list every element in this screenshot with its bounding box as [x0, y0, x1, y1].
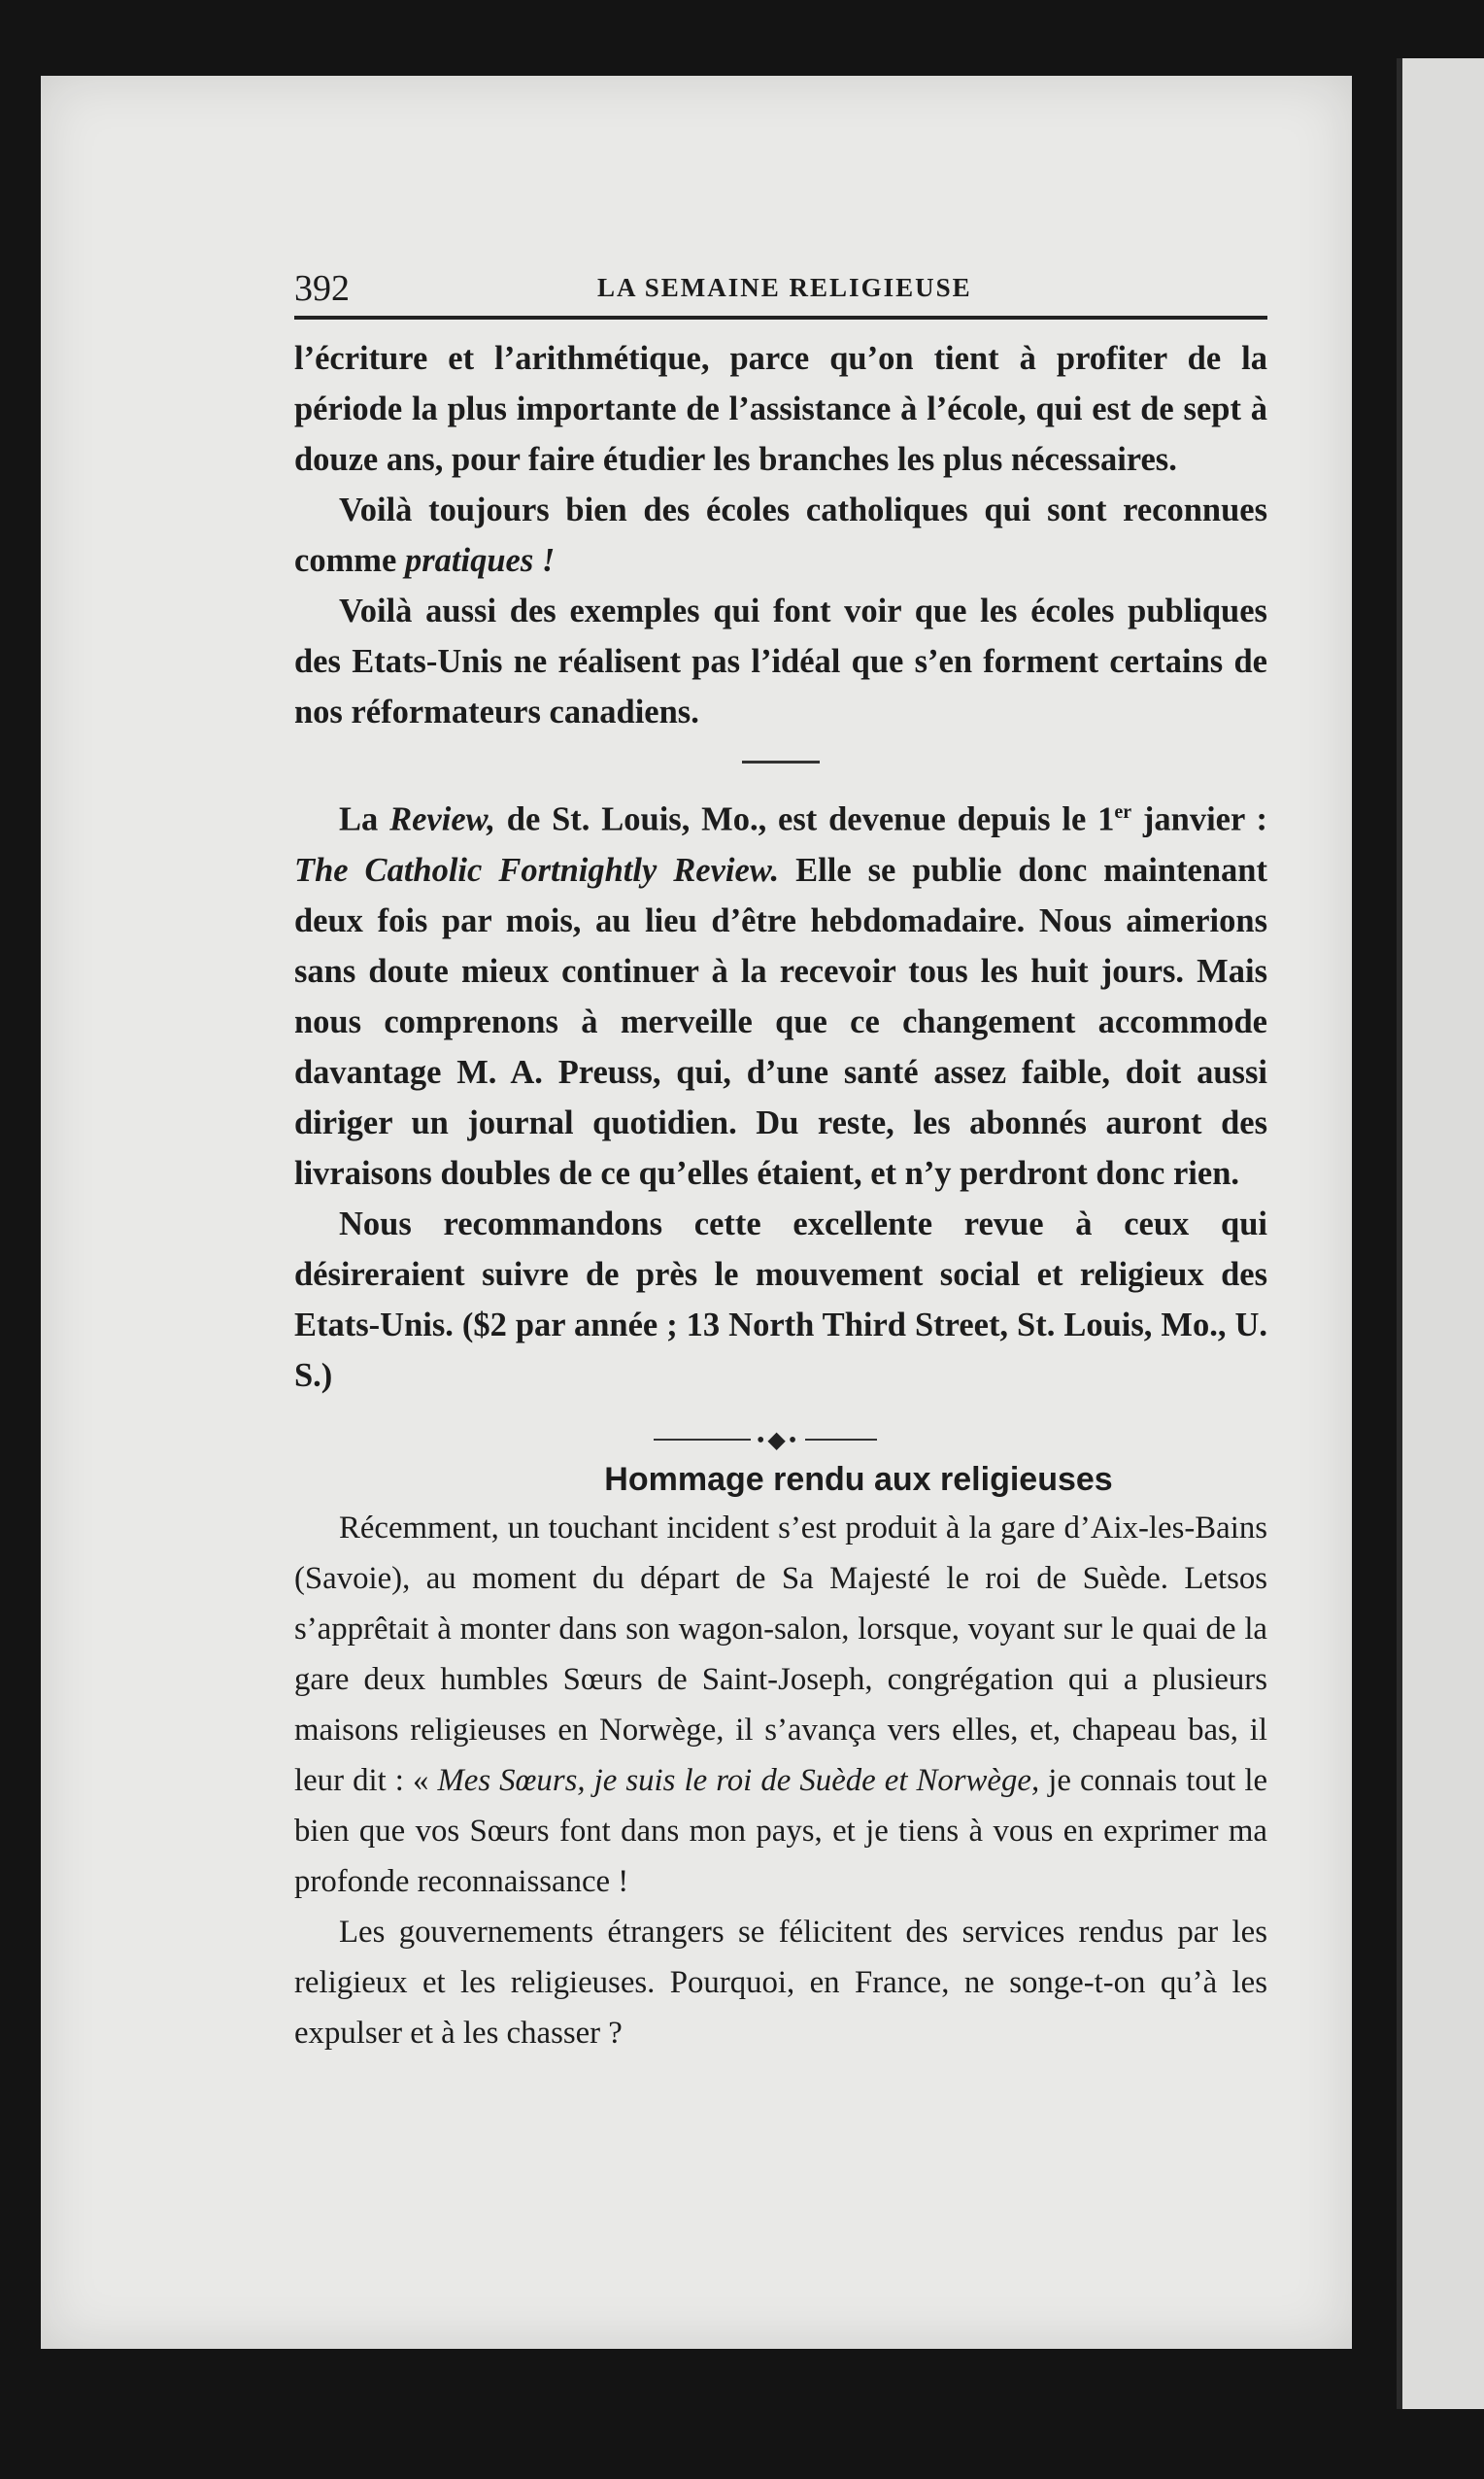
ornament-icon: •◆• [751, 1426, 805, 1454]
italic-title: The Catholic Fortnightly Review. [294, 851, 780, 889]
paragraph: l’écriture et l’arithmétique, parce qu’on tient à profiter de la période la plus importante de l’assistance à l’école, qui est de sept à douze ans, pour faire étudier les branches les plus nécessaires. [294, 340, 1267, 478]
adjacent-page-edge [1397, 58, 1484, 2409]
ornament-divider [654, 1426, 877, 1455]
running-title: LA SEMAINE RELIGIEUSE [597, 273, 972, 302]
italic-text: pratiques ! [404, 542, 556, 579]
paragraph: Récemment, un touchant incident s’est produit à la gare d’Aix-les-Bains (Savoie), au moment du départ de Sa Majesté le roi de Suède. Letsos s’apprêtait à monter dans son wagon-salon, lorsque, voyant sur le quai de la gare deux humbles Sœurs de Saint-Joseph, congrégation qui a plusieurs maisons religieuses en Norwège, il s’avança vers elles, et, chapeau bas, il leur dit : « Mes Sœurs, je suis le roi de Suède et Norwège, je connais tout le bien que vos Sœurs font dans mon pays, et je tiens à vous en exprimer ma profonde reconnaissance ! [294, 1510, 1268, 1899]
superscript: er [1114, 801, 1132, 823]
paragraph: Les gouvernements étrangers se félicitent des services rendus par les religieux et les religieuses. Pourquoi, en France, ne songe-t-on qu’à les expulser et à les chasser ? [294, 1914, 1267, 2051]
paragraph: La Review, de St. Louis, Mo., est devenue depuis le 1er janvier : The Catholic Fortnightly Review. Elle se publie donc maintenant deux fois par mois, au lieu d’être hebdomadaire. Nous aimerions sans doute mieux continuer à la recevoir tous les huit jours. Mais nous comprenons à merveille que ce changement accommode davantage M. A. Preuss, qui, d’une santé assez faible, doit aussi diriger un journal quotidien. Du reste, les abonnés auront des livraisons doubles de ce qu’elles étaient, et n’y perdront donc rien. [294, 800, 1267, 1192]
paragraph: Nous recommandons cette excellente revue à ceux qui désireraient suivre de près le mouvement social et religieux des Etats-Unis. ($2 par année ; 13 North Third Street, St. Louis, Mo., U. S.) [294, 1205, 1267, 1394]
section-review [294, 787, 1267, 1401]
italic-quote: Mes Sœurs, je suis le roi de Suède et Norwège, [437, 1762, 1040, 1798]
section-divider [742, 761, 820, 764]
paragraph: Voilà aussi des exemples qui font voir que les écoles publiques des Etats-Unis ne réalisent pas l’idéal que s’en forment certains de nos réformateurs canadiens. [294, 593, 1267, 730]
section-schools [294, 333, 1267, 737]
section-homage [294, 1503, 1267, 2058]
section-title: Hommage rendu aux religieuses [604, 1460, 1113, 1498]
paragraph: Voilà toujours bien des écoles catholiques qui sont reconnues comme pratiques ! [294, 492, 1267, 579]
page-text [294, 267, 1267, 2058]
page-header [294, 267, 1267, 320]
italic-text: Review, [389, 800, 495, 838]
page-number: 392 [294, 268, 350, 309]
